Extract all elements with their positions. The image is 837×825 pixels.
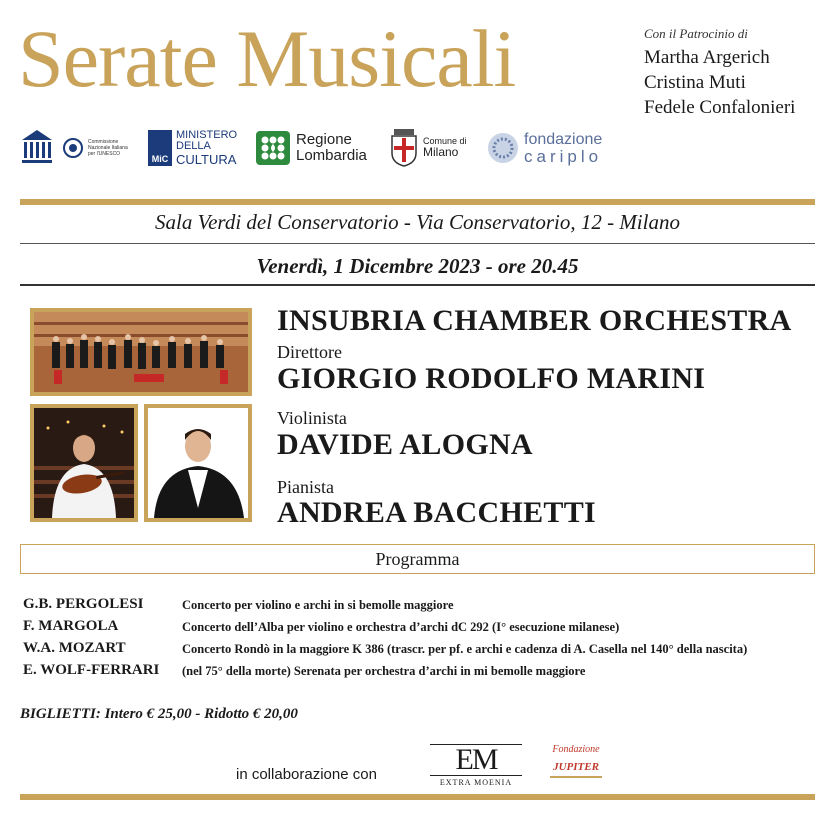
violinist-name: DAVIDE ALOGNA: [277, 428, 533, 461]
program-item: [23, 662, 823, 682]
ticket-prices: BIGLIETTI: Intero € 25,00 - Ridotto € 20,00: [20, 706, 298, 722]
jupiter-line2: JUPITER: [553, 761, 599, 773]
work-title: Concerto per violino e archi in si bemolle maggiore: [182, 598, 454, 612]
program-heading: Programma: [20, 544, 815, 574]
violinist-role: Violinista: [277, 408, 347, 428]
rosa-camuna-icon: [256, 131, 290, 165]
gold-divider-top: [20, 199, 815, 205]
fondazione-line1: fondazione: [524, 130, 603, 148]
composer-name: W.A. MOZART: [23, 640, 126, 656]
jupiter-line1: Fondazione: [552, 744, 600, 755]
ministero-line2: DELLA: [176, 140, 211, 153]
ministero-line3: CULTURA: [176, 151, 237, 167]
comune-line1: Comune di: [423, 135, 467, 146]
emblem-icon: [62, 137, 84, 159]
fondazione-line2: cariplo: [524, 146, 603, 166]
program-item: [23, 640, 823, 660]
ministero-line1: MINISTERO: [176, 128, 238, 141]
conductor-role: Direttore: [277, 342, 342, 362]
temple-icon: [20, 128, 54, 168]
patron-3: Fedele Confalonieri: [644, 97, 796, 118]
comune-line2: Milano: [423, 145, 459, 160]
program-item: [23, 618, 823, 638]
orchestra-name: INSUBRIA CHAMBER ORCHESTRA: [277, 304, 792, 337]
gold-divider-bottom: [20, 794, 815, 800]
pianist-photo: [144, 404, 252, 522]
page-title: Serate Musicali: [18, 13, 516, 104]
event-date: Venerdì, 1 Dicembre 2023 - ore 20.45: [256, 254, 579, 278]
regione-logo: [256, 125, 367, 171]
patron-1: Martha Argerich: [644, 47, 770, 68]
unesco-caption: Commissione Nazionale Italiana per l'UNESCO: [88, 139, 128, 157]
extra-moenia-logo: [430, 744, 522, 786]
fondazione-jupiter-logo: [540, 744, 612, 778]
work-title: Concerto Rondò in la maggiore K 386 (trascr. per pf. e archi e cadenza di A. Casella nel 140° della nascita): [182, 642, 748, 656]
regione-line2: Lombardia: [296, 147, 367, 164]
unesco-logo: [20, 125, 140, 171]
extra-moenia-name: EXTRA MOENIA: [439, 778, 513, 787]
collaboration-label: in collaborazione con: [236, 766, 377, 783]
pianist-role: Pianista: [277, 477, 334, 497]
ministero-logo: [148, 125, 237, 171]
fondazione-cariplo-logo: [486, 125, 602, 171]
program-item: [23, 596, 823, 616]
composer-name: F. MARGOLA: [23, 618, 119, 634]
violinist-photo: [30, 404, 138, 522]
milano-crest-icon: [389, 129, 419, 167]
work-title: (nel 75° della morte) Serenata per orchestra d’archi in mi bemolle maggiore: [182, 664, 586, 678]
composer-name: E. WOLF-FERRARI: [23, 662, 160, 678]
cariplo-mark-icon: [486, 131, 520, 165]
venue-address: Sala Verdi del Conservatorio - Via Conservatorio, 12 - Milano: [155, 210, 680, 234]
patronage-intro: Con il Patrocinio di: [644, 26, 748, 41]
regione-line1: Regione: [296, 131, 352, 149]
extra-moenia-mark: EM: [430, 744, 522, 776]
work-title: Concerto dell’Alba per violino e orchestra d’archi dC 292 (I° esecuzione milanese): [182, 620, 620, 634]
jupiter-ornament: [550, 776, 602, 778]
pianist-name: ANDREA BACCHETTI: [277, 496, 597, 529]
orchestra-photo: [30, 308, 252, 396]
composer-name: G.B. PERGOLESI: [23, 596, 144, 612]
divider: [20, 284, 815, 286]
mic-badge: MiC: [148, 130, 172, 166]
conductor-name: GIORGIO RODOLFO MARINI: [277, 362, 706, 395]
divider: [20, 243, 815, 244]
patron-2: Cristina Muti: [644, 72, 746, 93]
comune-logo: [389, 125, 467, 171]
sponsor-logos: [20, 125, 630, 175]
